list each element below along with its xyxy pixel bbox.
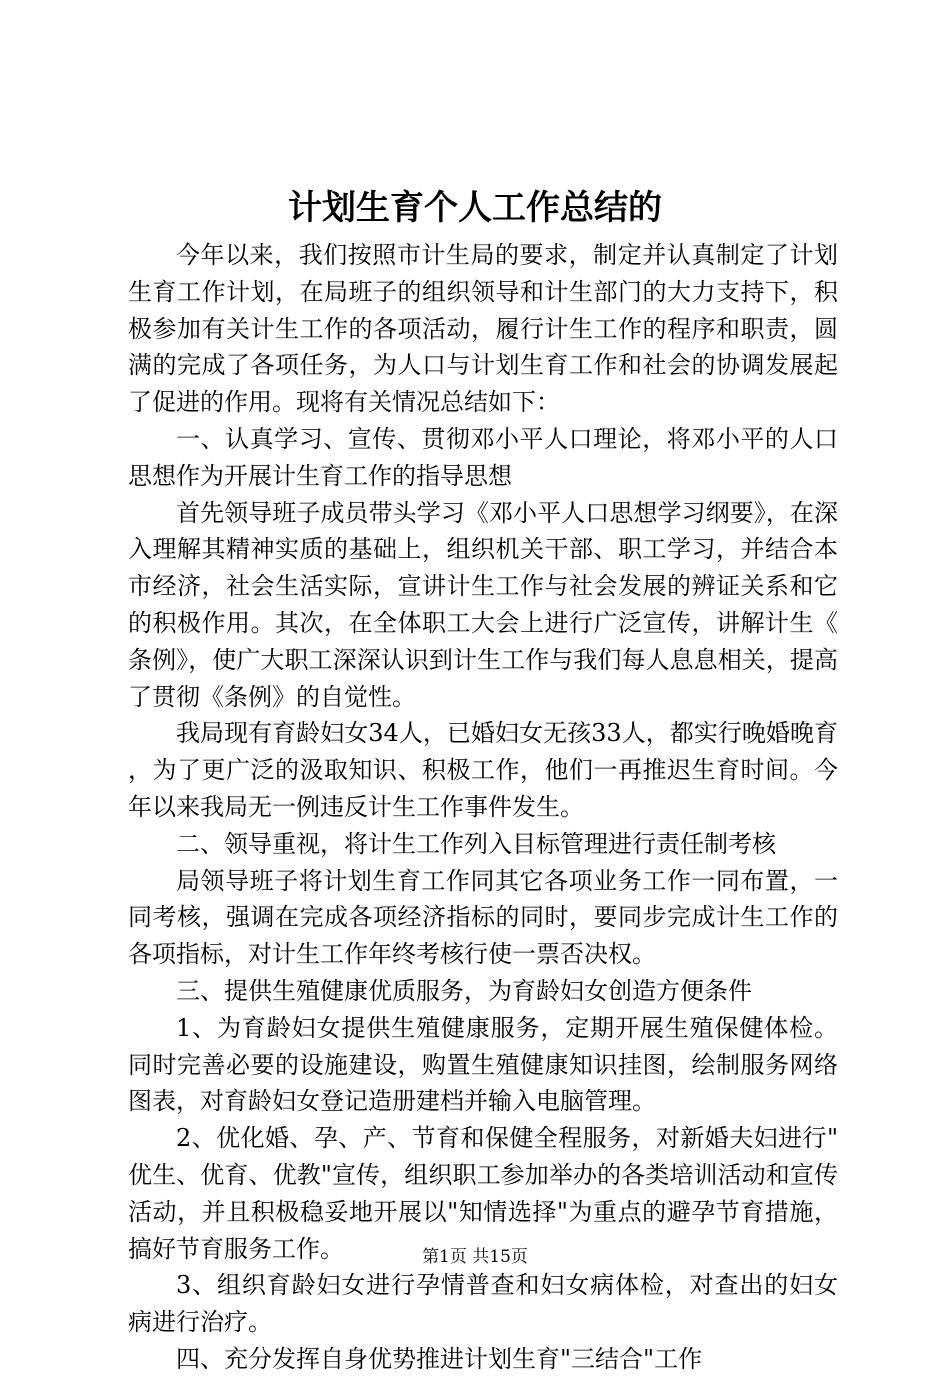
document-body xyxy=(128,237,838,1378)
list-item: 3、组织育龄妇女进行孕情普查和妇女病体检，对查出的妇女病进行治疗。 xyxy=(128,1271,838,1337)
section-heading-3: 三、提供生殖健康优质服务，为育龄妇女创造方便条件 xyxy=(176,976,752,1005)
page-number: 第1页 共15页 xyxy=(422,1247,528,1267)
paragraph: 我局现有育龄妇女34人，已婚妇女无孩33人，都实行晚婚晚育，为了更广泛的汲取知识、积极工作，他们一再推迟生育时间。今年以来我局无一例违反计生工作事件发生。 xyxy=(128,719,838,821)
document-title: 计划生育个人工作总结的 xyxy=(288,188,662,228)
section-heading-1: 一、认真学习、宣传、贯彻邓小平人口理论，将邓小平的人口思想作为开展计生育工作的指导思想 xyxy=(128,424,838,490)
paragraph: 首先领导班子成员带头学习《邓小平人口思想学习纲要》，在深入理解其精神实质的基础上，组织机关干部、职工学习，并结合本市经济，社会生活实际，宣讲计生工作与社会发展的辨证关系和它的积极作用。其次，在全体职工大会上进行广泛宣传，讲解计生《条例》，使广大职工深深认识到计生工作与我们每人息息相关，提高了贯彻《条例》的自觉性。 xyxy=(128,498,838,711)
paragraph-intro: 今年以来，我们按照市计生局的要求，制定并认真制定了计划生育工作计划，在局班子的组织领导和计生部门的大力支持下，积极参加有关计生工作的各项活动，履行计生工作的程序和职责，圆满的完成了各项任务，为人口与计划生育工作和社会的协调发展起了促进的作用。现将有关情况总结如下： xyxy=(128,241,838,417)
list-item: 2、优化婚、孕、产、节育和保健全程服务，对新婚夫妇进行"优生、优育、优教"宣传，组织职工参加举办的各类培训活动和宣传活动，并且积极稳妥地开展以"知情选择"为重点的避孕节育措施，搞好节育服务工作。 xyxy=(128,1124,838,1263)
section-heading-4: 四、充分发挥自身优势推进计划生育"三结合"工作 xyxy=(176,1344,703,1373)
section-heading-2: 二、领导重视，将计生工作列入目标管理进行责任制考核 xyxy=(176,829,776,858)
paragraph: 局领导班子将计划生育工作同其它各项业务工作一同布置，一同考核，强调在完成各项经济指标的同时，要同步完成计生工作的各项指标，对计生工作年终考核行使一票否决权。 xyxy=(128,866,838,969)
list-item: 1、为育龄妇女提供生殖健康服务，定期开展生殖保健体检。同时完善必要的设施建设，购置生殖健康知识挂图，绘制服务网络图表，对育龄妇女登记造册建档并输入电脑管理。 xyxy=(128,1013,838,1116)
